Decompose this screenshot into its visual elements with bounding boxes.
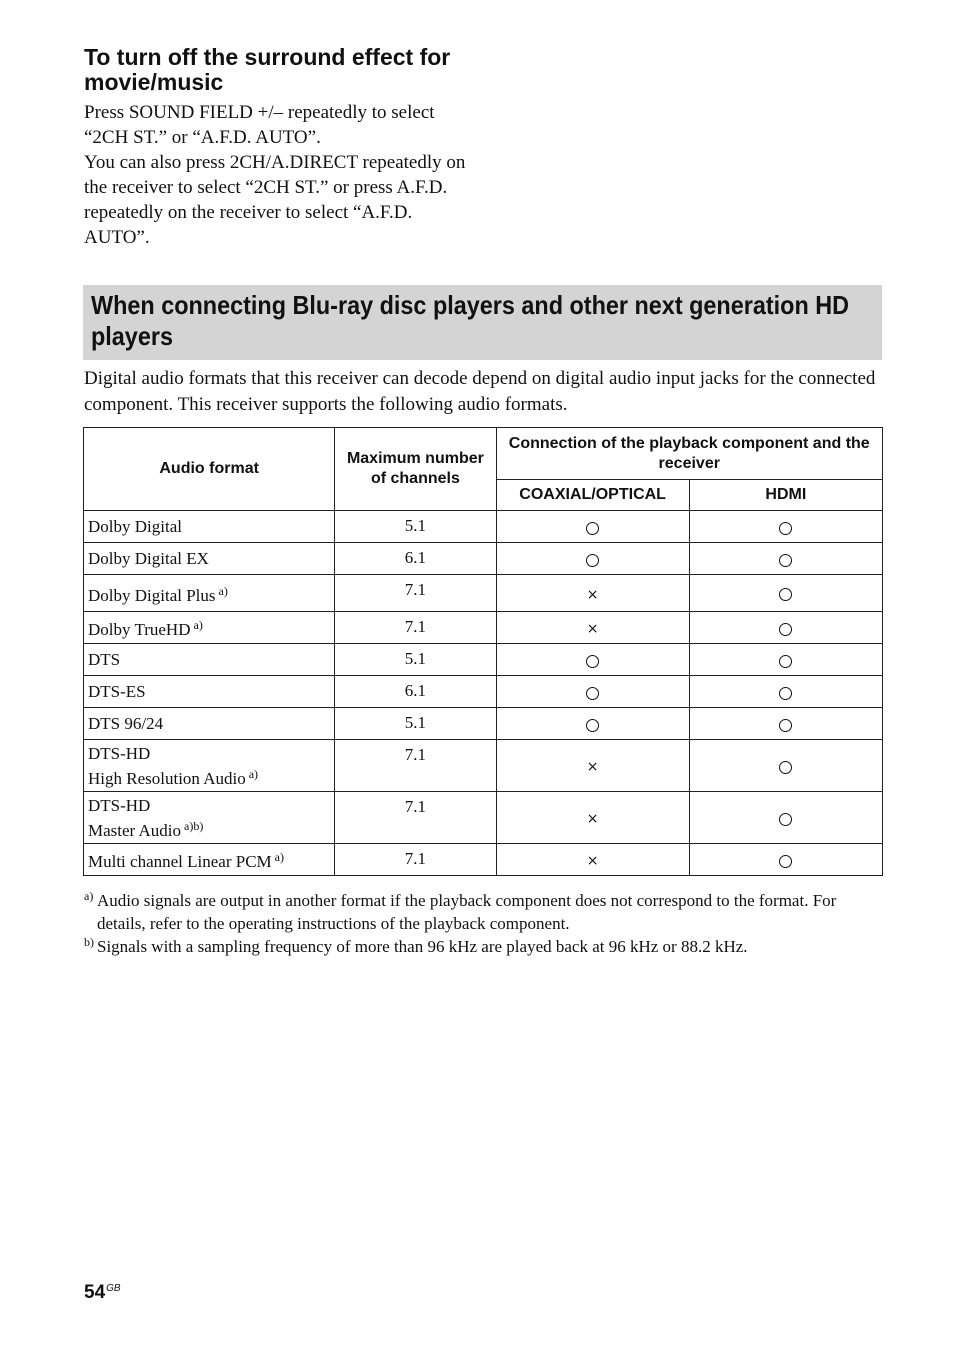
coaxial-support-cell (496, 676, 689, 708)
footnotes (84, 889, 884, 958)
subsection-paragraph-1: Press SOUND FIELD +/– repeatedly to select “2CH ST.” or “A.F.D. AUTO”. (84, 102, 435, 148)
supported-circle-icon (779, 813, 792, 826)
coaxial-support-cell (496, 612, 689, 644)
table-row (84, 575, 883, 612)
coaxial-support-cell (496, 708, 689, 740)
format-name-cell (84, 676, 335, 708)
not-supported-cross-icon: × (586, 853, 599, 869)
footnote-a (84, 889, 884, 935)
format-name-cell (84, 511, 335, 543)
format-name-cell (84, 644, 335, 676)
supported-circle-icon (779, 588, 792, 601)
not-supported-cross-icon: × (586, 811, 599, 827)
supported-circle-icon (779, 522, 792, 535)
footnote-text: Signals with a sampling frequency of more than 96 kHz are played back at 96 kHz or 88.2 kHz. (97, 937, 748, 956)
hdmi-support-cell (689, 543, 882, 575)
footnote-reference: a)b) (184, 818, 204, 833)
table-row (84, 740, 883, 792)
coaxial-support-cell (496, 575, 689, 612)
channels-cell: 5.1 (335, 708, 496, 740)
channels-cell: 7.1 (335, 740, 496, 792)
supported-circle-icon (779, 719, 792, 732)
supported-circle-icon (779, 855, 792, 868)
footnote-reference: a) (248, 766, 259, 781)
table-row (84, 612, 883, 644)
hdmi-support-cell (689, 708, 882, 740)
format-name-cell (84, 575, 335, 612)
format-name: DTS 96/24 (88, 714, 164, 733)
coaxial-support-cell (496, 543, 689, 575)
subsection-body (84, 100, 474, 250)
footnote-reference: a) (193, 618, 203, 632)
subsection-paragraph-2: You can also press 2CH/A.DIRECT repeatedly on the receiver to select “2CH ST.” or press A.F.D. repeatedly on the receiver to select “A.F.D. AUTO”. (84, 152, 466, 248)
table-row (84, 676, 883, 708)
supported-circle-icon (586, 554, 599, 567)
hdmi-support-cell (689, 511, 882, 543)
hdmi-support-cell (689, 644, 882, 676)
footnote-mark: b) (84, 935, 94, 949)
format-name-cell (84, 543, 335, 575)
supported-circle-icon (586, 522, 599, 535)
channels-cell: 5.1 (335, 511, 496, 543)
header-max-channels: Maximum number of channels (335, 428, 496, 511)
hdmi-support-cell (689, 792, 882, 844)
supported-circle-icon (779, 554, 792, 567)
section-title: When connecting Blu-ray disc players and other next generation HD players (91, 290, 850, 351)
not-supported-cross-icon: × (586, 621, 599, 637)
footnote-b (84, 935, 884, 958)
format-name-cell (84, 792, 335, 844)
format-name: DTS-HD (88, 743, 151, 763)
format-name-cell (84, 740, 335, 792)
header-coaxial-optical: COAXIAL/OPTICAL (496, 480, 689, 511)
supported-circle-icon (586, 655, 599, 668)
header-audio-format: Audio format (84, 428, 335, 511)
coaxial-support-cell (496, 644, 689, 676)
supported-circle-icon (779, 761, 792, 774)
hdmi-support-cell (689, 844, 882, 876)
footnote-reference: a) (274, 850, 284, 864)
page-number (84, 1282, 121, 1304)
supported-circle-icon (586, 719, 599, 732)
table-row (84, 792, 883, 844)
not-supported-cross-icon: × (586, 586, 599, 603)
format-name: Dolby Digital (88, 517, 182, 536)
footnote-text: Audio signals are output in another format if the playback component does not correspond to the format. For details, refer to the operating instructions of the playback component. (97, 891, 837, 933)
supported-circle-icon (586, 687, 599, 700)
hdmi-support-cell (689, 575, 882, 612)
channels-cell: 5.1 (335, 644, 496, 676)
hdmi-support-cell (689, 612, 882, 644)
section-intro: Digital audio formats that this receiver can decode depend on digital audio input jacks for the connected component. This receiver supports the following audio formats. (84, 368, 876, 415)
table-row (84, 511, 883, 543)
table-body (84, 511, 883, 876)
table-row (84, 844, 883, 876)
hdmi-support-cell (689, 676, 882, 708)
footnote-mark: a) (84, 889, 94, 903)
format-name-cell (84, 844, 335, 876)
not-supported-cross-icon: × (586, 759, 599, 775)
hdmi-support-cell (689, 740, 882, 792)
channels-cell: 6.1 (335, 676, 496, 708)
page-number-value: 54 (84, 1282, 106, 1303)
channels-cell: 7.1 (335, 792, 496, 844)
coaxial-support-cell (496, 740, 689, 792)
format-name: Multi channel Linear PCM (88, 852, 272, 871)
supported-circle-icon (779, 623, 792, 636)
format-name-line2: High Resolution Audio (88, 768, 246, 788)
section-banner (83, 285, 882, 360)
channels-cell: 6.1 (335, 543, 496, 575)
coaxial-support-cell (496, 844, 689, 876)
audio-format-table (83, 427, 883, 876)
channels-cell: 7.1 (335, 612, 496, 644)
format-name: Dolby Digital Plus (88, 585, 216, 605)
footnote-reference: a) (218, 583, 228, 598)
coaxial-support-cell (496, 792, 689, 844)
format-name: DTS (88, 650, 121, 669)
supported-circle-icon (779, 655, 792, 668)
format-name: Dolby TrueHD (88, 620, 191, 639)
format-name-line2: Master Audio (88, 820, 182, 840)
subsection-heading: To turn off the surround effect for movie/music (84, 44, 451, 95)
coaxial-support-cell (496, 511, 689, 543)
format-name: DTS-ES (88, 682, 146, 701)
format-name: Dolby Digital EX (88, 549, 209, 568)
supported-circle-icon (779, 687, 792, 700)
format-name-cell (84, 708, 335, 740)
page-number-suffix: GB (106, 1283, 121, 1294)
table-row (84, 543, 883, 575)
header-connection: Connection of the playback component and the receiver (496, 428, 883, 480)
header-hdmi: HDMI (689, 480, 882, 511)
format-name: DTS-HD (88, 795, 151, 815)
table-row (84, 708, 883, 740)
format-name-cell (84, 612, 335, 644)
table-row (84, 644, 883, 676)
channels-cell: 7.1 (335, 575, 496, 612)
channels-cell: 7.1 (335, 844, 496, 876)
